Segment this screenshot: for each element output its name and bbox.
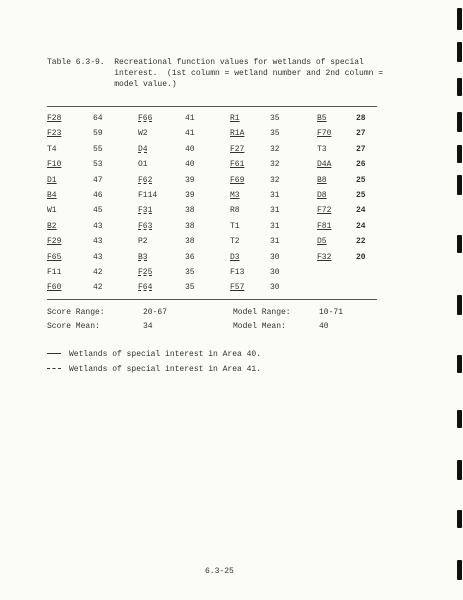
table-top-rule	[47, 106, 377, 107]
table-row	[47, 176, 377, 191]
model-value: 41	[185, 129, 195, 139]
caption-line-1: Table 6.3-9. Recreational function values for wetlands of special	[47, 58, 364, 67]
wetland-number: T4	[47, 144, 57, 154]
wetland-number: B5	[317, 114, 327, 123]
binder-tab	[457, 560, 462, 580]
model-value: 42	[93, 267, 103, 277]
model-value: 32	[270, 160, 280, 170]
caption-line-3: model value.)	[47, 80, 177, 89]
model-value: 38	[185, 221, 195, 231]
binder-tab	[457, 460, 462, 480]
table-row	[47, 283, 377, 298]
caption-line-2: interest. (1st column = wetland number and 2nd column =	[47, 69, 384, 78]
wetland-number: F29	[47, 237, 62, 247]
model-value: 38	[185, 237, 195, 247]
model-value: 25	[356, 190, 366, 200]
wetland-number: F57	[230, 283, 245, 293]
wetland-number: B3	[138, 252, 148, 262]
model-value: 35	[185, 283, 195, 293]
wetland-number: F62	[138, 175, 153, 185]
model-value: 47	[93, 175, 103, 185]
table-row	[47, 253, 377, 268]
score-mean-label: Score Mean:	[47, 322, 100, 331]
model-value: 30	[270, 252, 280, 262]
wetland-number: F31	[138, 206, 153, 216]
wetland-number: F11	[47, 267, 62, 277]
binder-tab	[457, 355, 462, 373]
wetland-number: F61	[230, 160, 245, 170]
wetland-number: D1	[47, 175, 57, 185]
solid-underline-marker	[47, 353, 61, 354]
model-value: 31	[270, 237, 280, 247]
wetland-number: D8	[317, 190, 327, 200]
wetland-number: F25	[138, 267, 153, 277]
model-value: 64	[93, 114, 103, 123]
dashed-underline-marker	[47, 368, 61, 369]
table-caption	[47, 57, 383, 90]
model-value: 28	[356, 114, 366, 123]
wetland-number: M3	[230, 190, 240, 200]
wetland-number: R1	[230, 114, 240, 123]
model-value: 35	[185, 267, 195, 277]
wetland-number: T1	[230, 221, 240, 231]
model-value: 36	[185, 252, 195, 262]
table-row	[47, 191, 377, 206]
score-mean-value: 34	[143, 322, 153, 331]
model-value: 35	[270, 129, 280, 139]
table-bottom-rule	[47, 299, 377, 300]
model-mean-value: 40	[319, 322, 329, 331]
wetland-number: W1	[47, 206, 57, 216]
table-row	[47, 222, 377, 237]
legend-area-41	[47, 365, 261, 374]
model-value: 38	[185, 206, 195, 216]
binder-tab	[457, 295, 462, 315]
wetland-number: F63	[138, 221, 153, 231]
model-value: 30	[270, 267, 280, 277]
wetland-number: F69	[230, 175, 245, 185]
table-row	[47, 160, 377, 175]
model-value: 41	[185, 114, 195, 123]
model-value: 53	[93, 160, 103, 170]
wetland-number: O1	[138, 160, 148, 170]
model-value: 43	[93, 252, 103, 262]
model-value: 59	[93, 129, 103, 139]
table-row	[47, 237, 377, 252]
model-value: 35	[270, 114, 280, 123]
model-value: 24	[356, 221, 366, 231]
model-value: 22	[356, 237, 366, 247]
model-range-label: Model Range:	[233, 308, 291, 317]
wetland-number: F28	[47, 114, 62, 123]
table-row	[47, 114, 377, 129]
model-value: 40	[185, 160, 195, 170]
binder-tab	[457, 78, 462, 96]
wetland-number: B2	[47, 221, 57, 231]
model-value: 43	[93, 237, 103, 247]
model-value: 32	[270, 175, 280, 185]
model-value: 31	[270, 221, 280, 231]
wetland-number: T3	[317, 144, 327, 154]
model-value: 27	[356, 144, 366, 154]
binder-tab	[457, 112, 462, 132]
wetland-number: R8	[230, 206, 240, 216]
wetland-number: F81	[317, 221, 332, 231]
wetland-number: B4	[47, 190, 57, 200]
wetland-number: F13	[230, 267, 245, 277]
wetland-number: F27	[230, 144, 245, 154]
wetland-number: F23	[47, 129, 62, 139]
model-mean-label: Model Mean:	[233, 322, 286, 331]
wetland-number: F114	[138, 190, 158, 200]
wetland-number: F10	[47, 160, 62, 170]
model-value: 42	[93, 283, 103, 293]
wetland-number: B8	[317, 175, 327, 185]
model-value: 39	[185, 190, 195, 200]
binder-tab	[457, 175, 462, 195]
model-value: 20	[356, 252, 366, 262]
model-value: 30	[270, 283, 280, 293]
wetland-number: F72	[317, 206, 332, 216]
wetland-number: F32	[317, 252, 332, 262]
table-row	[47, 206, 377, 221]
wetland-number: D5	[317, 237, 327, 247]
binder-tab	[457, 510, 462, 528]
legend-area-40	[47, 350, 261, 359]
model-value: 39	[185, 175, 195, 185]
wetland-number: R1A	[230, 129, 245, 139]
wetland-number: T2	[230, 237, 240, 247]
wetland-number: W2	[138, 129, 148, 139]
values-table	[47, 114, 377, 299]
binder-tab	[457, 145, 462, 163]
binder-tab	[457, 42, 462, 62]
model-value: 55	[93, 144, 103, 154]
wetland-number: F70	[317, 129, 332, 139]
wetland-number: F66	[138, 114, 153, 123]
model-range-value: 10-71	[319, 308, 344, 317]
model-value: 31	[270, 190, 280, 200]
model-value: 25	[356, 175, 366, 185]
wetland-number: D3	[230, 252, 240, 262]
wetland-number: F60	[47, 283, 62, 293]
model-value: 43	[93, 221, 103, 231]
legend-area-40-text: Wetlands of special interest in Area 40.	[69, 350, 262, 359]
model-value: 27	[356, 129, 366, 139]
wetland-number: F65	[47, 252, 62, 262]
model-value: 45	[93, 206, 103, 216]
table-row	[47, 129, 377, 144]
wetland-number: F64	[138, 283, 153, 293]
model-value: 26	[356, 160, 366, 170]
wetland-number: D4	[138, 144, 148, 154]
binder-tab	[457, 235, 462, 253]
binder-edge	[455, 0, 463, 600]
model-value: 40	[185, 144, 195, 154]
wetland-number: D4A	[317, 160, 332, 170]
wetland-number: P2	[138, 237, 148, 247]
page-number: 6.3-25	[205, 567, 234, 576]
model-value: 24	[356, 206, 366, 216]
binder-tab	[457, 410, 462, 428]
table-row	[47, 268, 377, 283]
binder-tab	[457, 8, 462, 30]
table-row	[47, 145, 377, 160]
legend-area-41-text: Wetlands of special interest in Area 41.	[69, 365, 262, 374]
model-value: 46	[93, 190, 103, 200]
model-value: 31	[270, 206, 280, 216]
score-range-label: Score Range:	[47, 308, 105, 317]
score-range-value: 20-67	[143, 308, 168, 317]
model-value: 32	[270, 144, 280, 154]
